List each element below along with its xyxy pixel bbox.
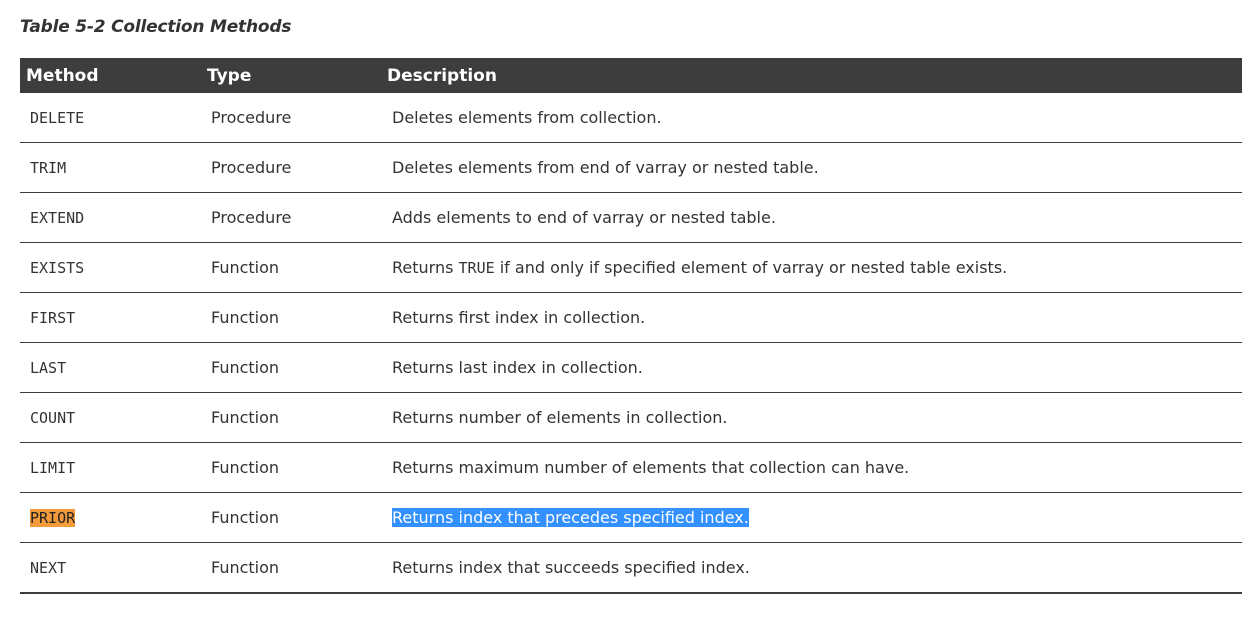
description-cell (382, 408, 1242, 427)
type-cell: Function (211, 458, 280, 477)
collection-methods-table (20, 58, 1242, 594)
table-row (20, 443, 1242, 493)
type-cell: Procedure (211, 158, 292, 177)
table-header (20, 58, 1242, 93)
type-cell: Function (211, 358, 280, 377)
description-text[interactable] (392, 208, 776, 227)
method-cell (20, 208, 201, 227)
method-cell (20, 508, 201, 527)
table-caption: Table 5-2 Collection Methods (20, 17, 292, 37)
description-cell (382, 508, 1242, 527)
description-text[interactable] (392, 508, 749, 527)
method-cell (20, 408, 201, 427)
table-row (20, 93, 1242, 143)
description-text-part: Returns first index in collection. (392, 308, 646, 327)
type-cell: Function (211, 308, 280, 327)
description-text[interactable] (392, 258, 1007, 277)
description-cell (382, 308, 1242, 327)
type-cell: Function (211, 258, 280, 277)
method-cell (20, 258, 201, 277)
description-text-part: Deletes elements from end of varray or nested table. (392, 158, 819, 177)
method-name[interactable]: DELETE (30, 109, 85, 127)
method-cell (20, 108, 201, 127)
description-cell (382, 258, 1242, 277)
description-text[interactable] (392, 558, 750, 577)
description-cell (382, 158, 1242, 177)
type-cell: Function (211, 558, 280, 577)
description-text[interactable] (392, 158, 819, 177)
method-name[interactable]: EXTEND (30, 209, 85, 227)
method-name[interactable]: FIRST (30, 309, 76, 327)
method-name[interactable]: PRIOR (30, 509, 76, 527)
method-cell (20, 558, 201, 577)
table-row (20, 193, 1242, 243)
method-name[interactable]: EXISTS (30, 259, 85, 277)
method-cell (20, 158, 201, 177)
method-cell (20, 458, 201, 477)
table-row (20, 243, 1242, 293)
description-text-part: Adds elements to end of varray or nested table. (392, 208, 776, 227)
column-header-type: Type (207, 65, 252, 86)
description-text[interactable] (392, 458, 909, 477)
method-name[interactable]: LAST (30, 359, 67, 377)
table-row (20, 143, 1242, 193)
description-text-part: Deletes elements from collection. (392, 108, 662, 127)
method-cell (20, 358, 201, 377)
description-text-part: Returns index that precedes specified index. (392, 508, 749, 527)
method-name[interactable]: TRIM (30, 159, 67, 177)
description-text[interactable] (392, 108, 662, 127)
description-cell (382, 558, 1242, 577)
description-text[interactable] (392, 408, 727, 427)
column-header-description: Description (387, 65, 497, 86)
description-text-part: Returns number of elements in collection. (392, 408, 728, 427)
description-text-part: if and only if specified element of varray or nested table exists. (494, 258, 1008, 277)
method-cell (20, 308, 201, 327)
method-name[interactable]: LIMIT (30, 459, 76, 477)
description-cell (382, 358, 1242, 377)
description-text-part: Returns (392, 258, 459, 277)
description-text[interactable] (392, 358, 643, 377)
method-name[interactable]: COUNT (30, 409, 76, 427)
type-cell: Procedure (211, 108, 292, 127)
column-header-method: Method (26, 65, 99, 86)
type-cell: Function (211, 408, 280, 427)
table-row (20, 393, 1242, 443)
description-text-part: Returns maximum number of elements that collection can have. (392, 458, 910, 477)
method-name[interactable]: NEXT (30, 559, 67, 577)
table-row (20, 293, 1242, 343)
description-cell (382, 208, 1242, 227)
table-row (20, 493, 1242, 543)
inline-code: TRUE (458, 259, 495, 277)
description-cell (382, 108, 1242, 127)
description-text-part: Returns index that succeeds specified index. (392, 558, 750, 577)
type-cell: Procedure (211, 208, 292, 227)
type-cell: Function (211, 508, 280, 527)
table-row (20, 543, 1242, 594)
description-text[interactable] (392, 308, 645, 327)
table-row (20, 343, 1242, 393)
table-body (20, 93, 1242, 594)
description-cell (382, 458, 1242, 477)
description-text-part: Returns last index in collection. (392, 358, 643, 377)
